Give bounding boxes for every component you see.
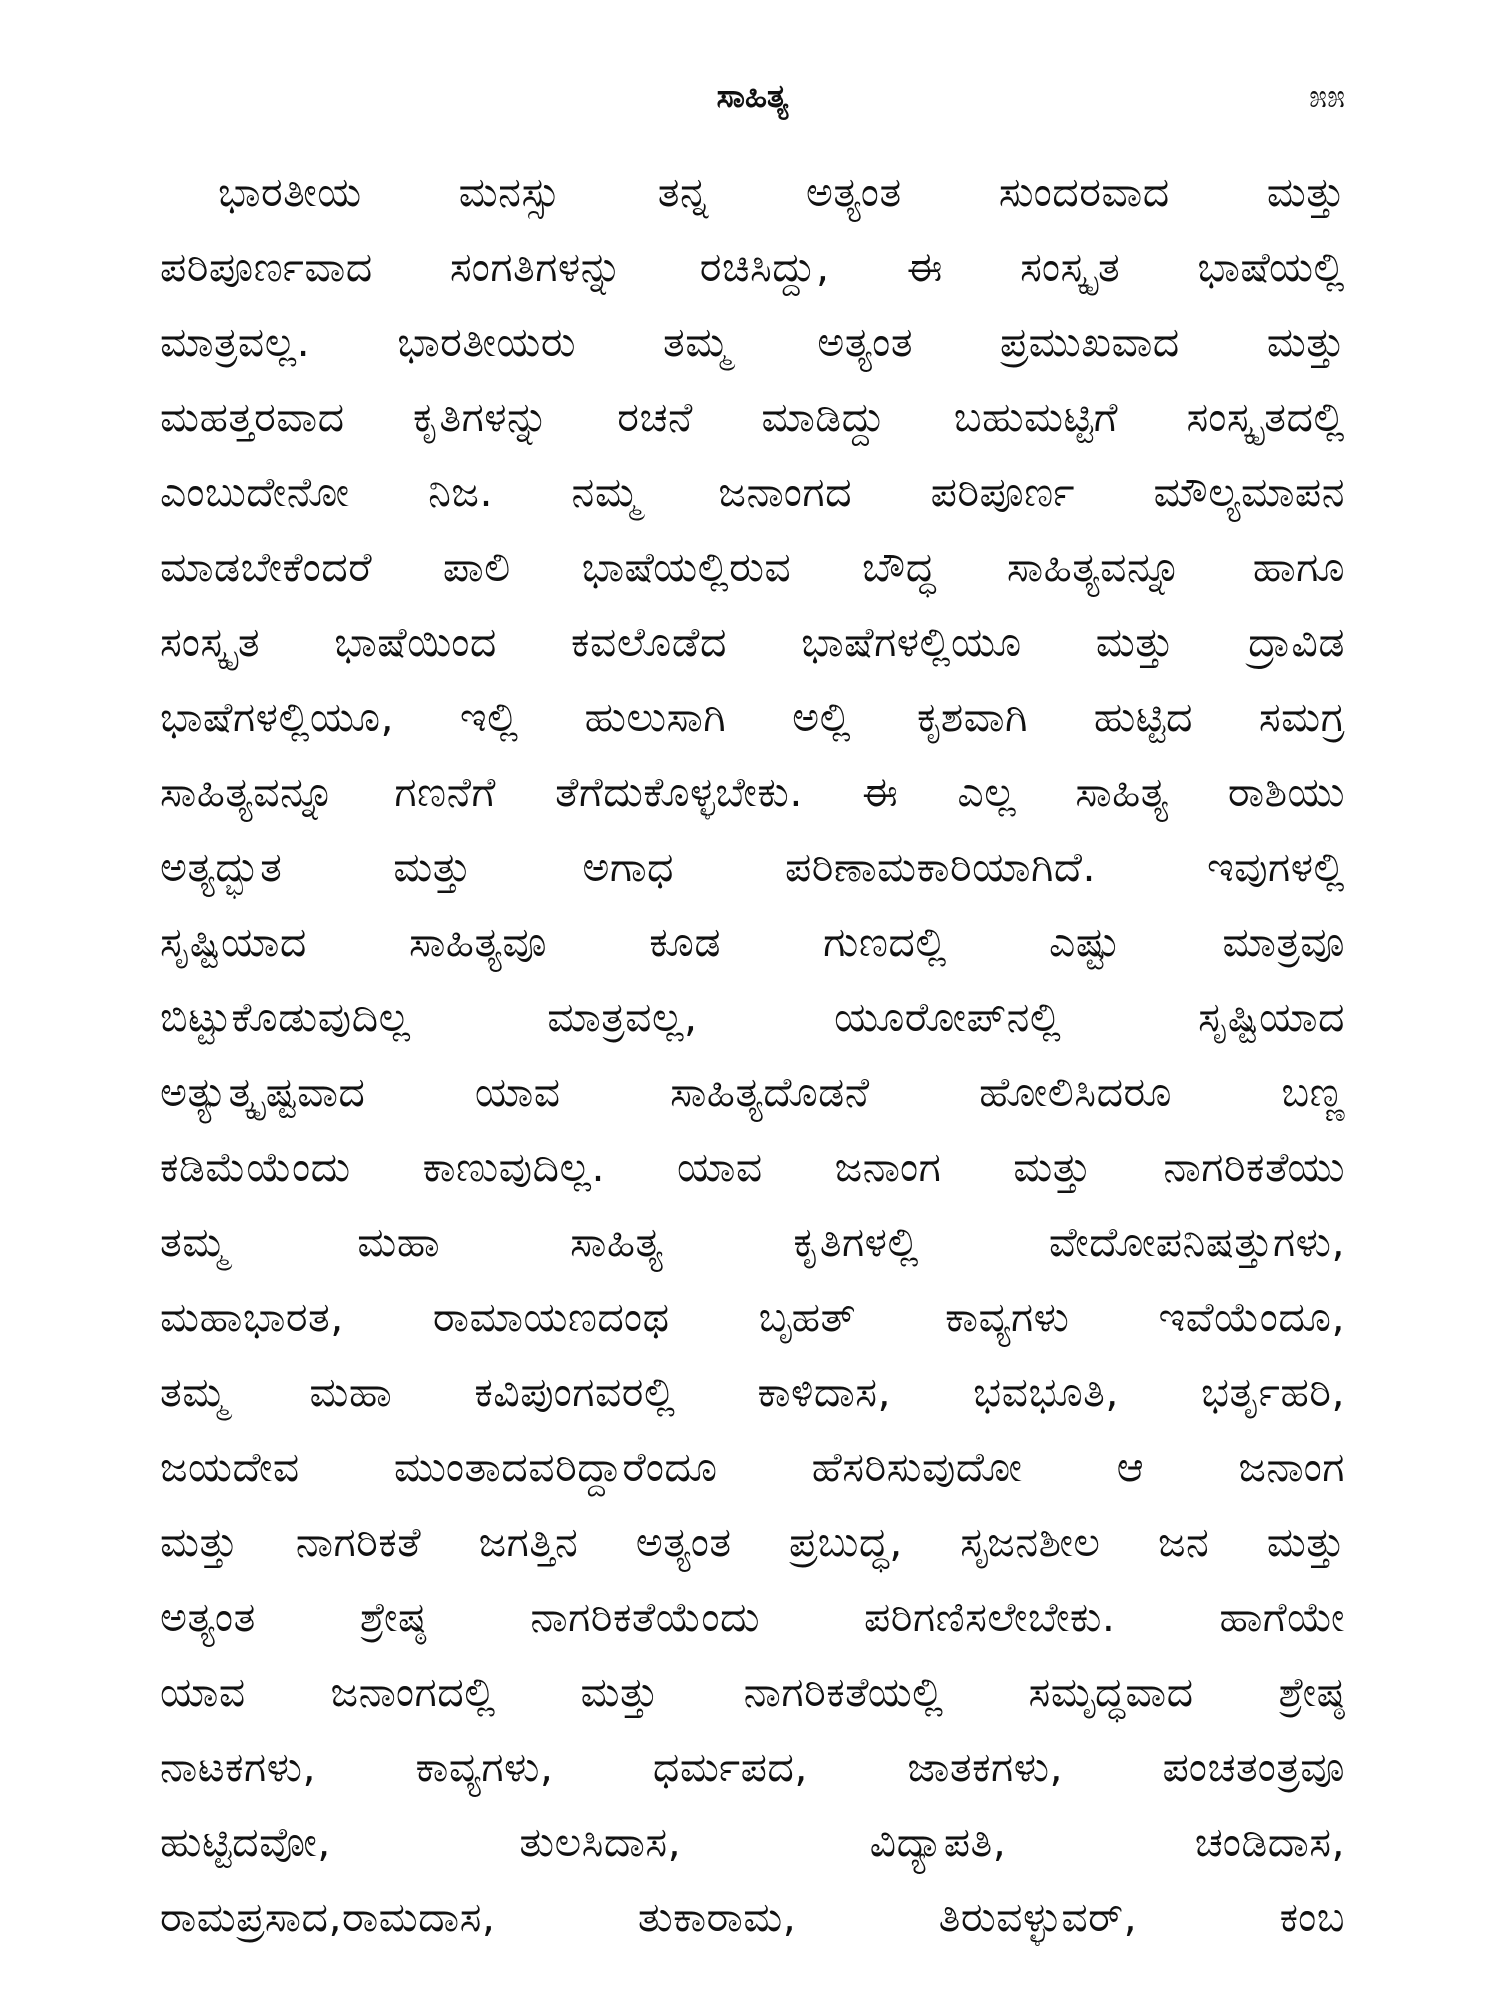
text-line: ಮಾತ್ರವಲ್ಲ. ಭಾರತೀಯರು ತಮ್ಮ ಅತ್ಯಂತ ಪ್ರಮುಖವಾದ ಮತ್ತು	[160, 318, 1345, 366]
text-line: ಯಾವ ಜನಾಂಗದಲ್ಲಿ ಮತ್ತು ನಾಗರಿಕತೆಯಲ್ಲಿ ಸಮೃದ್ಧವಾದ ಶ್ರೇಷ್ಠ	[160, 1668, 1345, 1716]
text-line: ಭಾಷೆಗಳಲ್ಲಿಯೂ, ಇಲ್ಲಿ ಹುಲುಸಾಗಿ ಅಲ್ಲಿ ಕೃಶವಾಗಿ ಹುಟ್ಟಿದ ಸಮಗ್ರ	[160, 693, 1345, 741]
text-line: ರಾಮಪ್ರಸಾದ,ರಾಮದಾಸ, ತುಕಾರಾಮ, ತಿರುವಳ್ಳುವರ್, ಕಂಬ	[160, 1893, 1345, 1941]
text-line: ಪರಿಪೂರ್ಣವಾದ ಸಂಗತಿಗಳನ್ನು ರಚಿಸಿದ್ದು, ಈ ಸಂಸ್ಕೃತ ಭಾಷೆಯಲ್ಲಿ	[160, 243, 1345, 291]
text-line: ಬಿಟ್ಟುಕೊಡುವುದಿಲ್ಲ ಮಾತ್ರವಲ್ಲ, ಯೂರೋಪ್‌ನಲ್ಲಿ ಸೃಷ್ಟಿಯಾದ	[160, 993, 1345, 1041]
text-line: ಹುಟ್ಟಿದವೋ, ತುಲಸಿದಾಸ, ವಿದ್ಯಾಪತಿ, ಚಂಡಿದಾಸ,	[160, 1818, 1345, 1866]
body-paragraph	[160, 155, 1345, 1955]
text-line: ಸೃಷ್ಟಿಯಾದ ಸಾಹಿತ್ಯವೂ ಕೂಡ ಗುಣದಲ್ಲಿ ಎಷ್ಟು ಮಾತ್ರವೂ	[160, 918, 1345, 966]
chapter-title: ಸಾಹಿತ್ಯ	[716, 77, 789, 115]
page-number: ೫೫	[1309, 77, 1345, 115]
text-line: ಅತ್ಯುತ್ಕೃಷ್ಟವಾದ ಯಾವ ಸಾಹಿತ್ಯದೊಡನೆ ಹೋಲಿಸಿದರೂ ಬಣ್ಣ	[160, 1068, 1345, 1116]
text-line: ಮತ್ತು ನಾಗರಿಕತೆ ಜಗತ್ತಿನ ಅತ್ಯಂತ ಪ್ರಬುದ್ಧ, ಸೃಜನಶೀಲ ಜನ ಮತ್ತು	[160, 1518, 1345, 1566]
text-line: ತಮ್ಮ ಮಹಾ ಕವಿಪುಂಗವರಲ್ಲಿ ಕಾಳಿದಾಸ, ಭವಭೂತಿ, ಭರ್ತೃಹರಿ,	[160, 1368, 1345, 1416]
text-line: ಮಹಾಭಾರತ, ರಾಮಾಯಣದಂಥ ಬೃಹತ್ ಕಾವ್ಯಗಳು ಇವೆಯೆಂದೂ,	[160, 1293, 1345, 1341]
text-line: ಸಾಹಿತ್ಯವನ್ನೂ ಗಣನೆಗೆ ತೆಗೆದುಕೊಳ್ಳಬೇಕು. ಈ ಎಲ್ಲ ಸಾಹಿತ್ಯ ರಾಶಿಯು	[160, 768, 1345, 816]
text-line: ಅತ್ಯದ್ಭುತ ಮತ್ತು ಅಗಾಧ ಪರಿಣಾಮಕಾರಿಯಾಗಿದೆ. ಇವುಗಳಲ್ಲಿ	[160, 843, 1345, 891]
text-line: ತಮ್ಮ ಮಹಾ ಸಾಹಿತ್ಯ ಕೃತಿಗಳಲ್ಲಿ ವೇದೋಪನಿಷತ್ತುಗಳು,	[160, 1218, 1345, 1266]
text-line: ಭಾರತೀಯ ಮನಸ್ಸು ತನ್ನ ಅತ್ಯಂತ ಸುಂದರವಾದ ಮತ್ತು	[218, 168, 1345, 216]
text-line: ಎಂಬುದೇನೋ ನಿಜ. ನಮ್ಮ ಜನಾಂಗದ ಪರಿಪೂರ್ಣ ಮೌಲ್ಯಮಾಪನ	[160, 468, 1345, 516]
text-line: ಕಡಿಮೆಯೆಂದು ಕಾಣುವುದಿಲ್ಲ. ಯಾವ ಜನಾಂಗ ಮತ್ತು ನಾಗರಿಕತೆಯು	[160, 1143, 1345, 1191]
text-line: ಜಯದೇವ ಮುಂತಾದವರಿದ್ದಾರೆಂದೂ ಹೆಸರಿಸುವುದೋ ಆ ಜನಾಂಗ	[160, 1443, 1345, 1491]
text-line: ಸಂಸ್ಕೃತ ಭಾಷೆಯಿಂದ ಕವಲೊಡೆದ ಭಾಷೆಗಳಲ್ಲಿಯೂ ಮತ್ತು ದ್ರಾವಿಡ	[160, 618, 1345, 666]
running-head	[160, 70, 1345, 122]
text-line: ಅತ್ಯಂತ ಶ್ರೇಷ್ಠ ನಾಗರಿಕತೆಯೆಂದು ಪರಿಗಣಿಸಲೇಬೇಕು. ಹಾಗೆಯೇ	[160, 1593, 1345, 1641]
text-line: ಮಾಡಬೇಕೆಂದರೆ ಪಾಲಿ ಭಾಷೆಯಲ್ಲಿರುವ ಬೌದ್ಧ ಸಾಹಿತ್ಯವನ್ನೂ ಹಾಗೂ	[160, 543, 1345, 591]
text-line: ಮಹತ್ತರವಾದ ಕೃತಿಗಳನ್ನು ರಚನೆ ಮಾಡಿದ್ದು ಬಹುಮಟ್ಟಿಗೆ ಸಂಸ್ಕೃತದಲ್ಲಿ	[160, 393, 1345, 441]
text-line: ನಾಟಕಗಳು, ಕಾವ್ಯಗಳು, ಧರ್ಮಪದ, ಜಾತಕಗಳು, ಪಂಚತಂತ್ರವೂ	[160, 1743, 1345, 1791]
